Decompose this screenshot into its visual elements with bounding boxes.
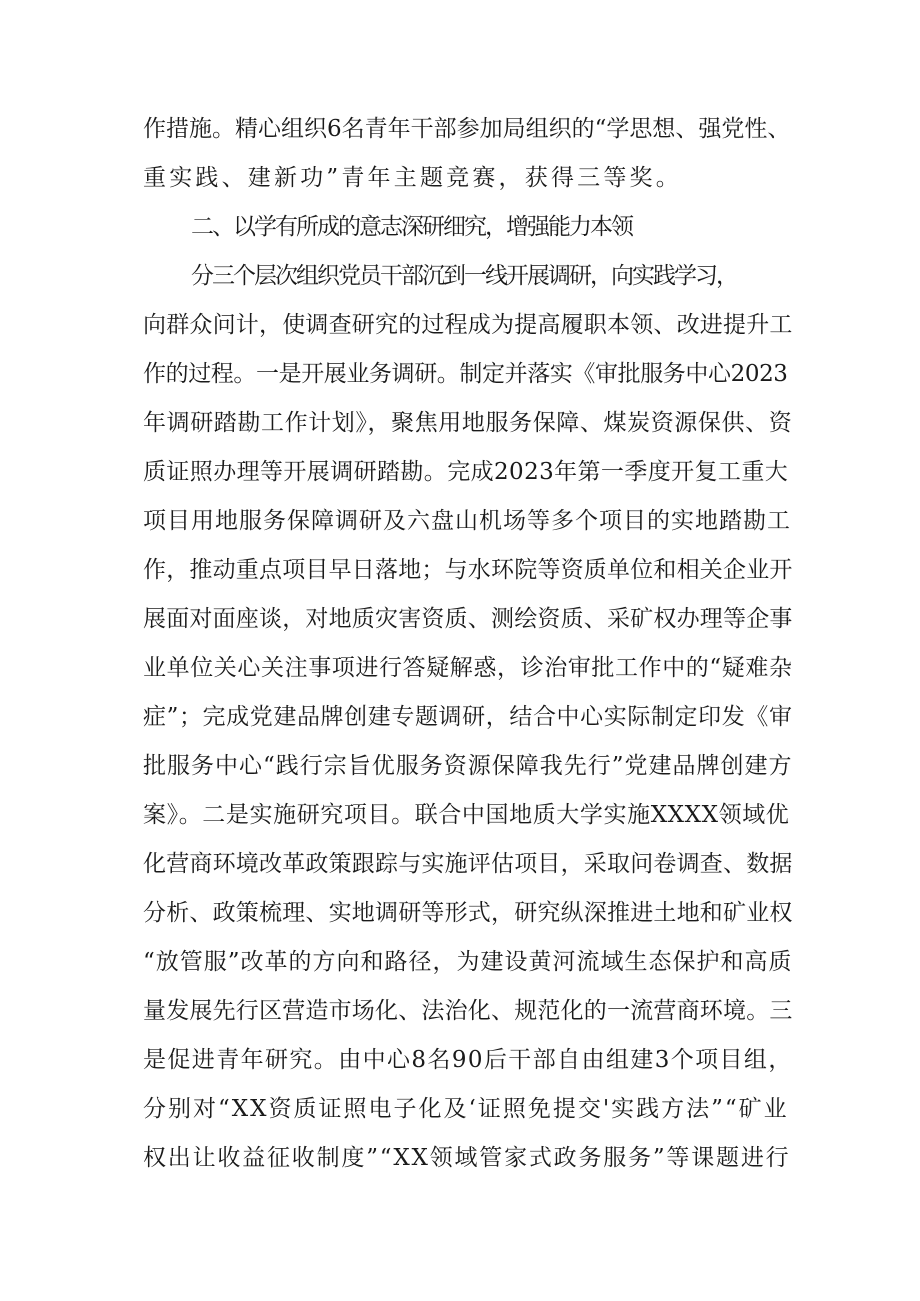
text-line: 化营商环境改革政策跟踪与实施评估项目，采取问卷调查、数据 [143,851,793,877]
text-line: 作，推动重点项目早日落地；与水环院等资质单位和相关企业开 [143,557,793,583]
text-line: 项目用地服务保障调研及六盘山机场等多个项目的实地踏勘工 [143,508,791,534]
text-line: 案》。二是实施研究项目。联合中国地质大学实施XXXX领域优 [143,802,790,828]
section-heading: 二、以学有所成的意志深研细究，增强能力本领 [191,214,632,240]
text-line: 分析、政策梳理、实地调研等形式，研究纵深推进土地和矿业权 [143,900,793,926]
text-line: 作的过程。一是开展业务调研。制定并落实《审批服务中心2023 [143,361,788,387]
text-line: 展面对面座谈，对地质灾害资质、测绘资质、采矿权办理等企事 [143,606,793,632]
text-line: 症”；完成党建品牌创建专题调研，结合中心实际制定印发《审 [143,704,793,730]
text-line: 权出让收益征收制度”“XX领域管家式政务服务”等课题进行 [143,1145,791,1171]
text-line: 批服务中心“践行宗旨优服务资源保障我先行”党建品牌创建方 [143,753,793,779]
text-line: 年调研踏勘工作计划》，聚焦用地服务保障、煤炭资源保供、资 [143,410,793,436]
text-line: 是促进青年研究。由中心8名90后干部自由组建3个项目组， [143,1047,793,1073]
text-line: 作措施。精心组织6名青年干部参加局组织的“学思想、强党性、 [143,116,791,142]
text-line: 重实践、建新功”青年主题竞赛，获得三等奖。 [143,165,682,191]
text-line: 量发展先行区营造市场化、法治化、规范化的一流营商环境。三 [143,998,793,1024]
text-line: 业单位关心关注事项进行答疑解惑，诊治审批工作中的“疑难杂 [143,655,793,681]
text-line: “放管服”改革的方向和路径，为建设黄河流域生态保护和高质 [143,949,793,975]
paragraph-first-line: 分三个层次组织党员干部沉到一线开展调研，向实践学习， [191,263,737,289]
text-line: 质证照办理等开展调研踏勘。完成2023年第一季度开复工重大 [143,459,789,485]
text-line: 分别对“XX资质证照电子化及‘证照免提交'实践方法”“矿业 [143,1096,789,1122]
text-line: 向群众问计，使调查研究的过程成为提高履职本领、改进提升工 [143,312,793,338]
